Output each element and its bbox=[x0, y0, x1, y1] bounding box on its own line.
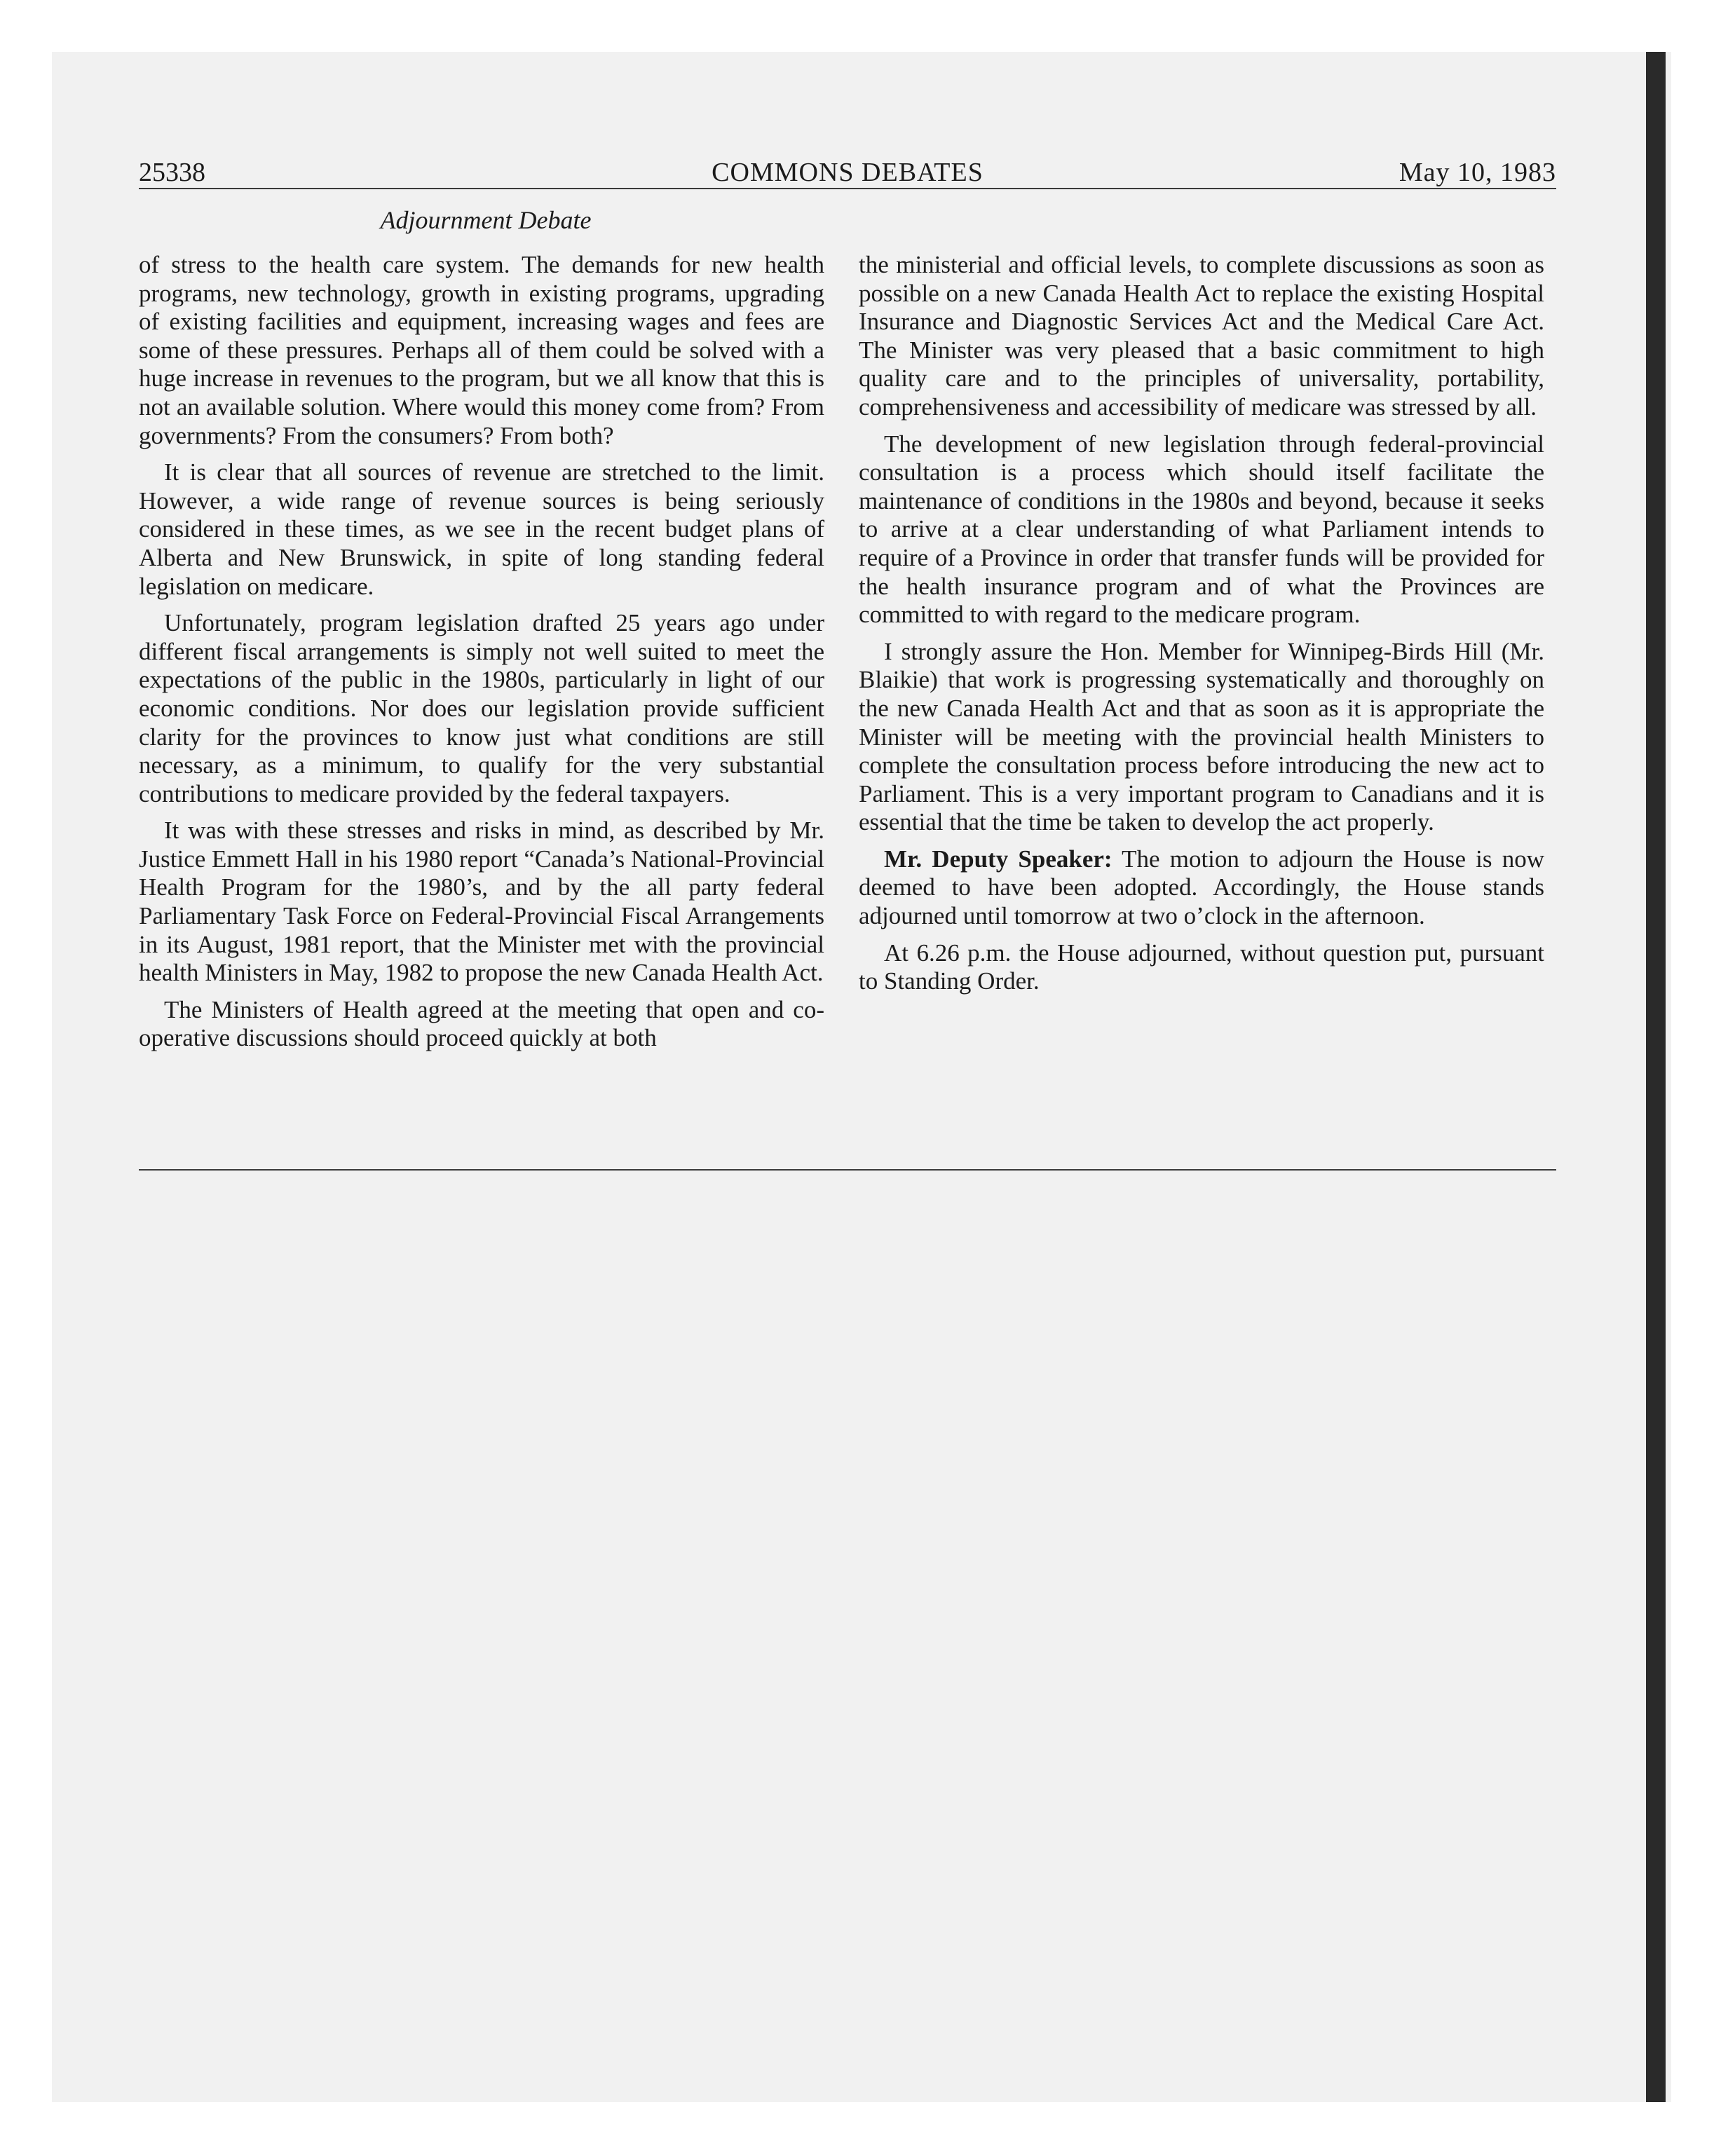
left-column bbox=[139, 251, 824, 1061]
paragraph: At 6.26 p.m. the House adjourned, without question put, pursuant to Standing Order. bbox=[859, 939, 1544, 995]
footer-rule bbox=[139, 1169, 1556, 1171]
issue-date: May 10, 1983 bbox=[1399, 158, 1556, 187]
paragraph: of stress to the health care system. The demands for new health programs, new technology, growth in existing programs, upgrading of existing facilities and equipment, increasing wages and fees are some of these pressures. Perhaps all of them could be solved with a huge increase in revenues to the program, but we all know that this is not an available solution. Where would this money come from? From governments? From the consumers? From both? bbox=[139, 251, 824, 449]
paragraph: Unfortunately, program legislation drafted 25 years ago under different fiscal arrangements is simply not well suited to meet the expectations of the public in the 1980s, particularly in light of our economic conditions. Nor does our legislation provide sufficient clarity for the provinces to know just what conditions are still necessary, as a minimum, to qualify for the very substantial contributions to medicare provided by the federal taxpayers. bbox=[139, 609, 824, 807]
speaker-name: Mr. Deputy Speaker: bbox=[884, 845, 1113, 873]
section-label: Adjournment Debate bbox=[380, 206, 592, 234]
paragraph: I strongly assure the Hon. Member for Winnipeg-Birds Hill (Mr. Blaikie) that work is progressing systematically and thoroughly on the new Canada Health Act and that as soon as it is appropriate the Minister will be meeting with the provincial health Ministers to complete the consultation process before introducing the new act to Parliament. This is a very important program to Canadians and it is essential that the time be taken to develop the act properly. bbox=[859, 637, 1544, 836]
paragraph: The development of new legislation through federal-provincial consultation is a process which should itself facilitate the maintenance of conditions in the 1980s and beyond, because it seeks to arrive at a clear understanding of what Parliament intends to require of a Province in order that transfer funds will be provided for the health insurance program and of what the Provinces are committed to with regard to the medicare program. bbox=[859, 430, 1544, 629]
paragraph: It was with these stresses and risks in mind, as described by Mr. Justice Emmett Hall in his 1980 report “Canada’s National-Provincial Health Program for the 1980’s, and by the all party federal Parliamentary Task Force on Federal-Provincial Fiscal Arrangements in its August, 1981 report, that the Minister met with the provincial health Ministers in May, 1982 to propose the new Canada Health Act. bbox=[139, 817, 824, 987]
speaker-statement: The motion to adjourn the House is now deemed to have been adopted. Accordingly, the House stands adjourned until tomorrow at two o’clock in the afternoon. bbox=[859, 845, 1544, 930]
paragraph: It is clear that all sources of revenue are stretched to the limit. However, a wide range of revenue sources is being seriously considered in these times, as we see in the recent budget plans of Alberta and New Brunswick, in spite of long standing federal legislation on medicare. bbox=[139, 458, 824, 600]
journal-title: COMMONS DEBATES bbox=[712, 158, 984, 187]
speaker-paragraph bbox=[859, 845, 1544, 931]
paragraph: the ministerial and official levels, to complete discussions as soon as possible on a new Canada Health Act to replace the existing Hospital Insurance and Diagnostic Services Act and the Medical Care Act. The Minister was very pleased that a basic commitment to high quality care and to the principles of universality, portability, comprehensiveness and accessibility of medicare was stressed by all. bbox=[859, 251, 1544, 421]
page-number: 25338 bbox=[139, 158, 205, 187]
right-column bbox=[859, 251, 1544, 1004]
header-rule bbox=[139, 188, 1556, 189]
paragraph: The Ministers of Health agreed at the meeting that open and co-operative discussions should proceed quickly at both bbox=[139, 995, 824, 1052]
scan-edge-shadow bbox=[1646, 52, 1666, 2102]
page-header bbox=[139, 156, 1556, 189]
